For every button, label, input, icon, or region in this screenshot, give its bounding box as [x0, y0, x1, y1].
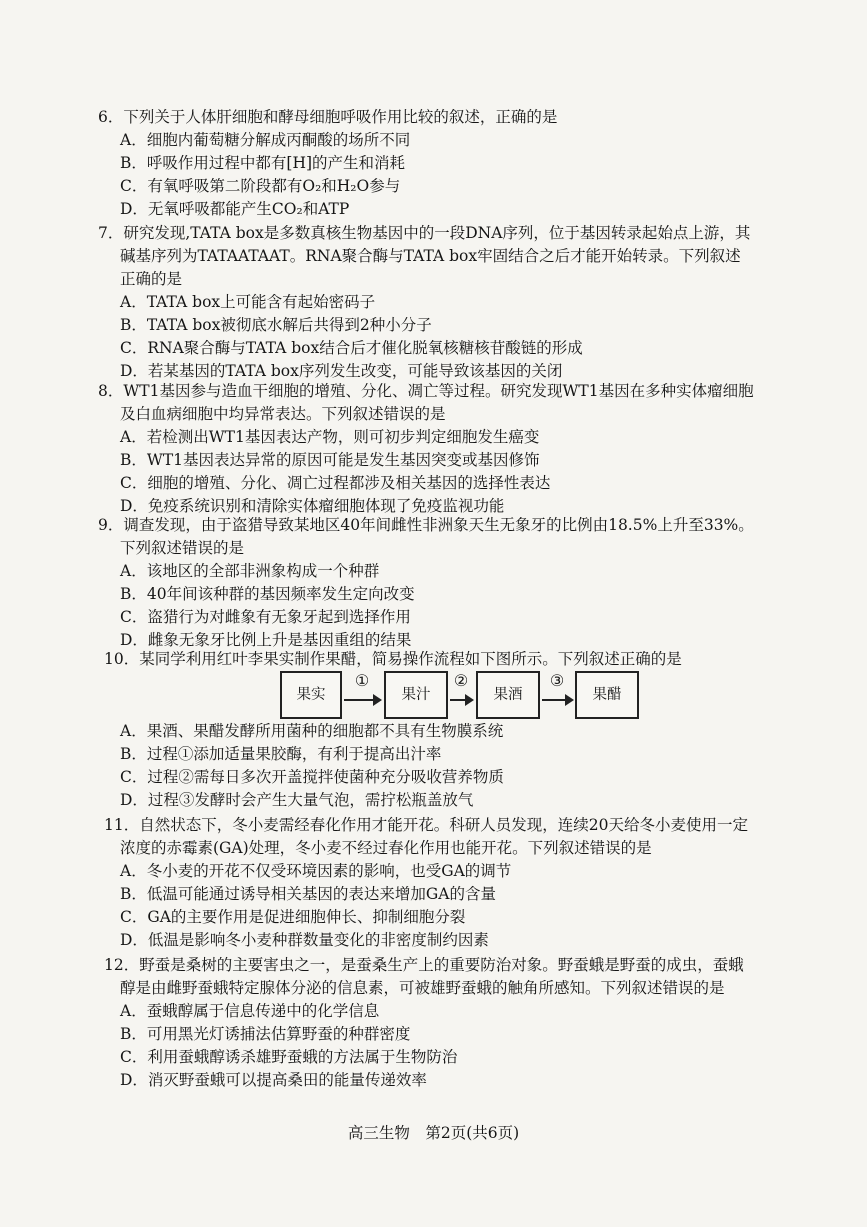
option-a: A．细胞内葡萄糖分解成丙酮酸的场所不同	[120, 131, 411, 149]
option-a: A．蚕蛾醇属于信息传递中的化学信息	[120, 1002, 380, 1020]
option-b: B．WT1基因表达异常的原因可能是发生基因突变或基因修饰	[120, 451, 540, 469]
option-b: B．过程①添加适量果胶酶，有利于提高出汁率	[120, 745, 442, 763]
question-10-options	[98, 720, 798, 812]
question-stem-line-2: 醇是由雌野蚕蛾特定腺体分泌的信息素，可被雄野蚕蛾的触角所感知。下列叙述错误的是	[120, 979, 725, 997]
option-d: D．雌象无象牙比例上升是基因重组的结果	[120, 631, 412, 649]
option-b: B．呼吸作用过程中都有[H]的产生和消耗	[120, 154, 406, 172]
option-d: D．过程③发酵时会产生大量气泡，需拧松瓶盖放气	[120, 791, 474, 809]
step-3-label: ③	[549, 671, 565, 690]
question-12	[104, 954, 804, 1000]
option-d: D．消灭野蚕蛾可以提高桑田的能量传递效率	[120, 1071, 427, 1089]
arrow-head-icon	[373, 694, 382, 706]
flow-box-vinegar: 果醋	[575, 671, 639, 719]
option-b: B．40年间该种群的基因频率发生定向改变	[120, 585, 415, 603]
question-stem-line-1: 9．调查发现，由于盗猎导致某地区40年间雌性非洲象天生无象牙的比例由18.5%上升至33%。	[98, 516, 754, 534]
question-stem-line-2: 及白血病细胞中均异常表达。下列叙述错误的是	[120, 405, 446, 423]
question-7	[98, 222, 798, 383]
question-stem-line-2: 碱基序列为TATAATAAT。RNA聚合酶与TATA box牢固结合之后才能开始转录。下列叙述	[120, 247, 741, 265]
step-2-label: ②	[453, 671, 469, 690]
page-footer: 高三生物 第2页(共6页)	[347, 1124, 520, 1142]
option-c: C．利用蚕蛾醇诱杀雄野蚕蛾的方法属于生物防治	[120, 1048, 458, 1066]
arrow-head-icon	[565, 694, 574, 706]
question-stem-line-1: 11．自然状态下，冬小麦需经春化作用才能开花。科研人员发现，连续20天给冬小麦使用一定	[104, 816, 748, 834]
option-c: C．过程②需每日多次开盖搅拌使菌种充分吸收营养物质	[120, 768, 504, 786]
flow-box-fruit: 果实	[280, 671, 342, 719]
question-6	[98, 106, 798, 221]
flow-box-juice: 果汁	[384, 671, 448, 719]
question-stem-line-1: 12．野蚕是桑树的主要害虫之一，是蚕桑生产上的重要防治对象。野蚕蛾是野蚕的成虫，蚕蛾	[104, 956, 744, 974]
option-d: D．无氧呼吸都能产生CO₂和ATP	[120, 200, 350, 218]
option-c: C．细胞的增殖、分化、凋亡过程都涉及相关基因的选择性表达	[120, 474, 551, 492]
question-stem-line-2: 浓度的赤霉素(GA)处理，冬小麦不经过春化作用也能开花。下列叙述错误的是	[120, 839, 652, 857]
question-stem-line-3: 正确的是	[120, 270, 183, 288]
option-d: D．免疫系统识别和清除实体瘤细胞体现了免疫监视功能	[120, 497, 505, 515]
option-b: B．可用黑光灯诱捕法估算野蚕的种群密度	[120, 1025, 411, 1043]
question-stem: 10．某同学利用红叶李果实制作果醋，简易操作流程如下图所示。下列叙述正确的是	[104, 650, 682, 668]
question-9	[98, 514, 798, 652]
option-c: C．有氧呼吸第二阶段都有O₂和H₂O参与	[120, 177, 401, 195]
question-stem-line-1: 8．WT1基因参与造血干细胞的增殖、分化、凋亡等过程。研究发现WT1基因在多种实体瘤细胞	[98, 382, 754, 400]
flow-arrow-2	[448, 671, 474, 715]
question-10	[104, 648, 804, 671]
option-b: B．TATA box被彻底水解后共得到2种小分子	[120, 316, 432, 334]
option-c: C．GA的主要作用是促进细胞伸长、抑制细胞分裂	[120, 908, 466, 926]
flow-arrow-1	[342, 671, 382, 715]
option-d: D．若某基因的TATA box序列发生改变，可能导致该基因的关闭	[120, 362, 563, 380]
option-a: A．若检测出WT1基因表达产物，则可初步判定细胞发生癌变	[120, 428, 540, 446]
option-b: B．低温可能通过诱导相关基因的表达来增加GA的含量	[120, 885, 496, 903]
process-flow-diagram	[280, 671, 640, 719]
option-c: C．盗猎行为对雌象有无象牙起到选择作用	[120, 608, 411, 626]
question-stem: 6．下列关于人体肝细胞和酵母细胞呼吸作用比较的叙述，正确的是	[98, 108, 558, 126]
option-d: D．低温是影响冬小麦种群数量变化的非密度制约因素	[120, 931, 489, 949]
question-stem-line-2: 下列叙述错误的是	[120, 539, 245, 557]
question-stem-line-1: 7．研究发现,TATA box是多数真核生物基因中的一段DNA序列，位于基因转录起始点上游，其	[98, 224, 751, 242]
question-11-options	[98, 860, 798, 952]
step-1-label: ①	[354, 671, 370, 690]
question-8	[98, 380, 798, 518]
option-a: A．该地区的全部非洲象构成一个种群	[120, 562, 380, 580]
question-11	[104, 814, 804, 860]
arrow-head-icon	[465, 694, 474, 706]
flow-arrow-3	[540, 671, 574, 715]
option-c: C．RNA聚合酶与TATA box结合后才催化脱氧核糖核苷酸链的形成	[120, 339, 583, 357]
question-12-options	[98, 1000, 798, 1092]
option-a: A．TATA box上可能含有起始密码子	[120, 293, 376, 311]
flow-box-wine: 果酒	[476, 671, 540, 719]
option-a: A．冬小麦的开花不仅受环境因素的影响，也受GA的调节	[120, 862, 512, 880]
option-a: A．果酒、果醋发酵所用菌种的细胞都不具有生物膜系统	[120, 722, 504, 740]
